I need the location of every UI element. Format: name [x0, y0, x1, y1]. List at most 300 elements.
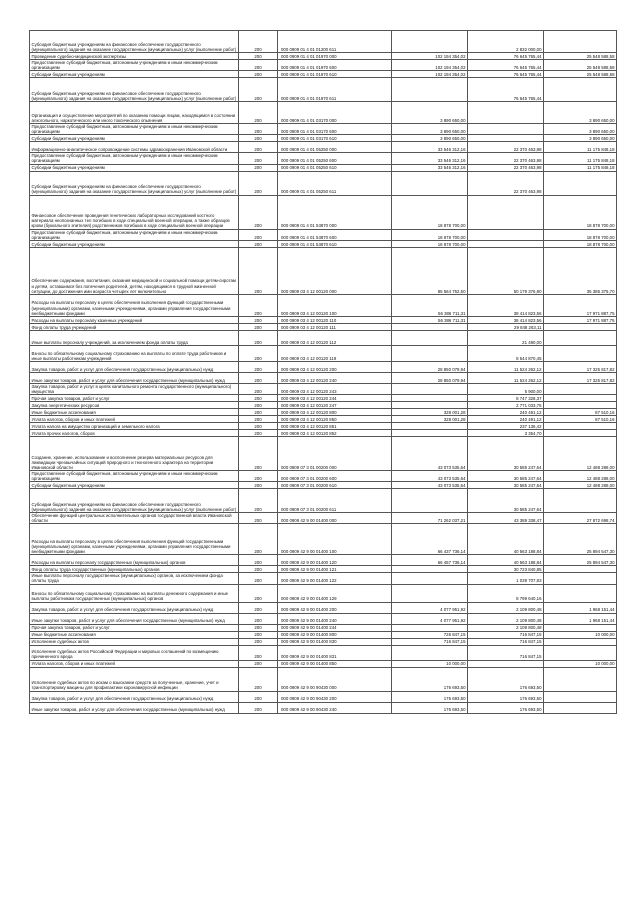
row-approved-amount: [392, 78, 468, 102]
row-code: 200: [239, 229, 278, 240]
row-approved-amount: 18 878 700,00: [392, 195, 468, 229]
row-name: Иные бюджетные ассигнования: [30, 631, 239, 638]
row-executed-amount: 11 524 262,12: [468, 361, 544, 372]
row-name: Прочая закупка товаров, работ и услуг: [30, 394, 239, 401]
row-approved-amount: 33 546 312,16: [392, 142, 468, 153]
row-executed-amount: 5 900,00: [468, 383, 544, 394]
row-approved-amount: 4 077 951,92: [392, 613, 468, 624]
row-unexecuted-amount: 25 894 547,30: [544, 524, 617, 555]
row-executed-amount: 716 847,15: [468, 645, 544, 660]
row-name: Взносы по обязательному социальному страхованию на выплаты по оплате труда работников и иные выплаты работникам учреждений: [30, 345, 239, 361]
row-kbk-code: 000 0909 01 4 01 05250 611: [278, 171, 392, 195]
row-kbk-code: 000 0909 03 4 12 00120 100: [278, 294, 392, 316]
row-executed-amount: 76 645 765,44: [468, 78, 544, 102]
row-approved-amount: 18 878 700,00: [392, 229, 468, 240]
row-code: 200: [239, 489, 278, 513]
table-row: [30, 555, 617, 566]
row-name: Иные выплаты персоналу учреждений, за исключением фонда оплаты труда: [30, 330, 239, 345]
row-approved-amount: 85 564 752,50: [392, 247, 468, 294]
table-row: [30, 645, 617, 660]
table-row: [30, 142, 617, 153]
row-kbk-code: 000 0909 42 9 00 01400 831: [278, 645, 392, 660]
row-executed-amount: 176 693,50: [468, 691, 544, 702]
table-row: [30, 135, 617, 142]
table-row: [30, 624, 617, 631]
table-row: [30, 383, 617, 394]
row-approved-amount: [392, 171, 468, 195]
row-kbk-code: 000 0909 42 9 00 01400 800: [278, 631, 392, 638]
row-unexecuted-amount: [544, 702, 617, 713]
row-executed-amount: 176 693,50: [468, 702, 544, 713]
row-code: 200: [239, 470, 278, 481]
row-unexecuted-amount: 12 488 288,00: [544, 436, 617, 470]
row-approved-amount: 43 073 535,64: [392, 482, 468, 489]
row-kbk-code: 000 0909 03 4 12 00120 243: [278, 383, 392, 394]
row-unexecuted-amount: [544, 624, 617, 631]
row-kbk-code: 000 0909 01 4 01 03170 600: [278, 124, 392, 135]
row-approved-amount: 66 437 736,14: [392, 524, 468, 555]
row-executed-amount: 43 389 338,47: [468, 513, 544, 524]
budget-execution-page: [29, 30, 616, 714]
row-executed-amount: 76 645 765,44: [468, 71, 544, 78]
row-unexecuted-amount: 87 510,16: [544, 408, 617, 415]
row-name: Прочая закупка товаров, работ и услуг: [30, 624, 239, 631]
row-unexecuted-amount: 25 548 588,58: [544, 60, 617, 71]
table-row: [30, 394, 617, 401]
row-name: Расходы на выплаты персоналу казенных учреждений: [30, 316, 239, 323]
row-kbk-code: 000 0909 42 9 00 90430 000: [278, 667, 392, 691]
row-code: 200: [239, 513, 278, 524]
row-code: 200: [239, 555, 278, 566]
row-code: 200: [239, 102, 278, 124]
row-approved-amount: 28 850 079,94: [392, 361, 468, 372]
row-unexecuted-amount: [544, 383, 617, 394]
row-name: Иные закупки товаров, работ и услуг для обеспечения государственных (муниципальных) нужд: [30, 372, 239, 383]
row-unexecuted-amount: [544, 401, 617, 408]
row-kbk-code: 000 0909 42 9 00 01400 100: [278, 524, 392, 555]
row-approved-amount: [392, 584, 468, 602]
row-executed-amount: 30 723 840,85: [468, 566, 544, 573]
row-unexecuted-amount: [544, 394, 617, 401]
row-unexecuted-amount: 18 878 700,00: [544, 195, 617, 229]
row-executed-amount: [468, 240, 544, 247]
row-executed-amount: 76 645 765,44: [468, 53, 544, 60]
row-approved-amount: 18 878 700,00: [392, 240, 468, 247]
table-row: [30, 195, 617, 229]
row-code: 200: [239, 164, 278, 171]
row-approved-amount: [392, 429, 468, 436]
table-row: [30, 361, 617, 372]
row-code: 200: [239, 31, 278, 53]
row-kbk-code: 000 0909 42 9 00 01400 850: [278, 660, 392, 667]
row-code: 200: [239, 624, 278, 631]
row-approved-amount: [392, 489, 468, 513]
row-approved-amount: 33 546 312,16: [392, 164, 468, 171]
table-row: [30, 613, 617, 624]
table-row: [30, 422, 617, 429]
row-kbk-code: 000 0909 03 4 12 00120 800: [278, 408, 392, 415]
row-name: Субсидии бюджетным учреждениям: [30, 135, 239, 142]
row-executed-amount: [468, 660, 544, 667]
row-kbk-code: 000 0909 01 4 01 01200 611: [278, 31, 392, 53]
table-row: [30, 323, 617, 330]
row-unexecuted-amount: [544, 171, 617, 195]
row-approved-amount: 33 546 312,16: [392, 153, 468, 164]
row-kbk-code: 000 0909 01 4 01 53870 600: [278, 229, 392, 240]
row-code: 200: [239, 323, 278, 330]
row-code: 200: [239, 153, 278, 164]
table-row: [30, 294, 617, 316]
row-name: Исполнение судебных актов Российской Федерации и мировых соглашений по возмещению причиненного вреда: [30, 645, 239, 660]
row-executed-amount: 30 585 247,64: [468, 489, 544, 513]
row-unexecuted-amount: 25 548 588,58: [544, 53, 617, 60]
row-executed-amount: 22 370 463,98: [468, 142, 544, 153]
row-unexecuted-amount: [544, 323, 617, 330]
row-code: 200: [239, 142, 278, 153]
row-executed-amount: 2 832 000,00: [468, 31, 544, 53]
row-name: Фонд оплаты труда учреждений: [30, 323, 239, 330]
row-executed-amount: 176 693,50: [468, 667, 544, 691]
row-approved-amount: 3 890 650,00: [392, 124, 468, 135]
table-row: [30, 401, 617, 408]
row-executed-amount: 22 370 463,98: [468, 153, 544, 164]
row-kbk-code: 000 0909 01 4 01 03170 000: [278, 102, 392, 124]
row-name: Предоставление субсидий бюджетным, автономным учреждениям и иным некоммерческим организациям: [30, 470, 239, 481]
row-approved-amount: [392, 31, 468, 53]
row-code: 200: [239, 78, 278, 102]
row-name: Предоставление субсидий бюджетным, автономным учреждениям и иным некоммерческим организациям: [30, 60, 239, 71]
row-approved-amount: 43 073 535,64: [392, 436, 468, 470]
row-name: Уплата налога на имущество организаций и земельного налога: [30, 422, 239, 429]
row-kbk-code: 000 0909 07 3 01 00200 000: [278, 436, 392, 470]
row-kbk-code: 000 0909 42 9 00 01400 830: [278, 638, 392, 645]
row-name: Субсидии бюджетным учреждениям на финансовое обеспечение государственного (муниципального) задания на оказание государственных (муниципальных) услуг (выполнение работ): [30, 171, 239, 195]
row-executed-amount: 2 771 033,75: [468, 401, 544, 408]
row-executed-amount: 21 490,00: [468, 330, 544, 345]
row-name: Предоставление субсидий бюджетным, автономным учреждениям и иным некоммерческим организациям: [30, 124, 239, 135]
row-approved-amount: [392, 422, 468, 429]
row-kbk-code: 000 0909 42 9 00 01400 129: [278, 584, 392, 602]
table-row: [30, 573, 617, 584]
row-executed-amount: [468, 195, 544, 229]
row-executed-amount: 76 645 765,44: [468, 60, 544, 71]
row-kbk-code: 000 0909 01 4 01 05250 000: [278, 142, 392, 153]
row-kbk-code: 000 0909 42 9 00 01400 200: [278, 602, 392, 613]
row-unexecuted-amount: 87 510,16: [544, 415, 617, 422]
row-approved-amount: 176 693,50: [392, 702, 468, 713]
row-kbk-code: 000 0909 01 4 01 01970 000: [278, 53, 392, 60]
row-code: 200: [239, 691, 278, 702]
row-name: Исполнение судебных актов: [30, 638, 239, 645]
row-name: Взносы по обязательному социальному страхованию на выплаты денежного содержания и иные выплаты работникам государственных (муниципальных) органов: [30, 584, 239, 602]
row-name: Финансовое обеспечение проведения генетических лабораторных исследований костного материала неопознанных тел погибших в ходе специальной военной операции, а также образцов крови (буккального эпителия) родственников погибших в ходе специальной военной операции: [30, 195, 239, 229]
row-name: Фонд оплаты труда государственных (муниципальных) органов: [30, 566, 239, 573]
row-executed-amount: 11 524 262,12: [468, 372, 544, 383]
row-kbk-code: 000 0909 03 4 12 00120 244: [278, 394, 392, 401]
row-code: 200: [239, 316, 278, 323]
row-executed-amount: 38 414 823,56: [468, 316, 544, 323]
row-code: 200: [239, 408, 278, 415]
row-name: Создание, хранение, использование и восполнение резерва материальных ресурсов для ликвидации чрезвычайных ситуаций природного и техногенного характера на территории Ивановской области: [30, 436, 239, 470]
row-unexecuted-amount: [544, 422, 617, 429]
row-executed-amount: [468, 102, 544, 124]
table-row: [30, 429, 617, 436]
row-code: 200: [239, 613, 278, 624]
row-code: 200: [239, 482, 278, 489]
row-code: 200: [239, 330, 278, 345]
row-executed-amount: 40 563 188,84: [468, 555, 544, 566]
row-unexecuted-amount: 12 488 288,00: [544, 482, 617, 489]
row-name: Закупка товаров, работ и услуг для обеспечения государственных (муниципальных) нужд: [30, 602, 239, 613]
row-executed-amount: [468, 135, 544, 142]
row-name: Уплата прочих налогов, сборов: [30, 429, 239, 436]
row-code: 200: [239, 422, 278, 429]
row-kbk-code: 000 0909 03 4 12 00120 110: [278, 316, 392, 323]
table-row: [30, 631, 617, 638]
row-kbk-code: 000 0909 01 4 01 03170 610: [278, 135, 392, 142]
row-kbk-code: 000 0909 03 4 12 00120 850: [278, 415, 392, 422]
row-name: Расходы на выплаты персоналу государственных (муниципальных) органов: [30, 555, 239, 566]
row-name: Закупка энергетических ресурсов: [30, 401, 239, 408]
row-code: 200: [239, 638, 278, 645]
row-executed-amount: 3 354,70: [468, 429, 544, 436]
row-name: Исполнение судебных актов по искам о взыскании средств за полученные, хранение, учет и транспортировку вакцины для профилактики коронавирусной инфекции: [30, 667, 239, 691]
row-kbk-code: 000 0909 42 9 00 01400 240: [278, 613, 392, 624]
row-code: 200: [239, 631, 278, 638]
row-unexecuted-amount: 17 971 887,75: [544, 316, 617, 323]
row-code: 200: [239, 372, 278, 383]
row-unexecuted-amount: 18 878 700,00: [544, 229, 617, 240]
row-unexecuted-amount: 3 890 650,00: [544, 135, 617, 142]
row-code: 200: [239, 573, 278, 584]
row-name: Обеспечение функций центральных исполнительных органов государственной власти Ивановской области: [30, 513, 239, 524]
row-unexecuted-amount: 11 175 848,18: [544, 142, 617, 153]
table-row: [30, 31, 617, 53]
row-kbk-code: 000 0909 01 4 01 05250 610: [278, 164, 392, 171]
row-unexecuted-amount: 3 890 650,00: [544, 124, 617, 135]
row-code: 200: [239, 383, 278, 394]
row-approved-amount: [392, 573, 468, 584]
row-kbk-code: 000 0909 03 4 12 00120 111: [278, 323, 392, 330]
row-approved-amount: [392, 566, 468, 573]
table-row: [30, 602, 617, 613]
row-executed-amount: 2 109 800,48: [468, 613, 544, 624]
row-executed-amount: 8 799 640,16: [468, 584, 544, 602]
row-approved-amount: 176 693,50: [392, 691, 468, 702]
table-row: [30, 71, 617, 78]
table-row: [30, 60, 617, 71]
row-code: 200: [239, 566, 278, 573]
row-kbk-code: 000 0909 01 4 01 53870 610: [278, 240, 392, 247]
row-kbk-code: 000 0909 42 9 00 01400 121: [278, 566, 392, 573]
row-executed-amount: 237 136,42: [468, 422, 544, 429]
row-kbk-code: 000 0909 07 3 01 00200 600: [278, 470, 392, 481]
row-name: Проведение судебно-медицинской экспертизы: [30, 53, 239, 60]
row-executed-amount: 40 563 188,84: [468, 524, 544, 555]
row-unexecuted-amount: 10 000,00: [544, 631, 617, 638]
row-name: Уплата налогов, сборов и иных платежей: [30, 660, 239, 667]
row-name: Организация и осуществление мероприятий по оказанию помощи лицам, находящимся в состоянии алкогольного, наркотического или иного токсического опьянения: [30, 102, 239, 124]
row-approved-amount: [392, 330, 468, 345]
row-code: 200: [239, 294, 278, 316]
row-name: Закупка товаров, работ и услуг для обеспечения государственных (муниципальных) нужд: [30, 691, 239, 702]
row-unexecuted-amount: [544, 691, 617, 702]
row-approved-amount: 102 194 354,02: [392, 60, 468, 71]
row-name: Субсидия бюджетным учреждениям на финансовое обеспечение государственного (муниципального) задания на оказание государственных (муниципальных) услуг (выполнение работ): [30, 31, 239, 53]
row-approved-amount: 726 847,15: [392, 631, 468, 638]
row-name: Закупка товаров, работ и услуг для обеспечения государственных (муниципальных) нужд: [30, 361, 239, 372]
row-unexecuted-amount: [544, 645, 617, 660]
row-name: Предоставление субсидий бюджетным, автономным учреждениям и иным некоммерческим организациям: [30, 229, 239, 240]
row-executed-amount: 22 370 463,98: [468, 164, 544, 171]
row-code: 200: [239, 53, 278, 60]
row-code: 200: [239, 71, 278, 78]
row-kbk-code: 000 0909 42 9 00 01400 244: [278, 624, 392, 631]
row-approved-amount: 328 001,28: [392, 415, 468, 422]
table-row: [30, 667, 617, 691]
row-kbk-code: 000 0909 42 9 00 01400 120: [278, 555, 392, 566]
budget-expenses-table: [29, 30, 617, 714]
table-row: [30, 171, 617, 195]
row-executed-amount: 2 109 800,48: [468, 624, 544, 631]
table-row: [30, 470, 617, 481]
row-executed-amount: [468, 124, 544, 135]
row-code: 200: [239, 415, 278, 422]
row-unexecuted-amount: 27 872 698,74: [544, 513, 617, 524]
row-unexecuted-amount: [544, 429, 617, 436]
row-code: 200: [239, 124, 278, 135]
row-kbk-code: 000 0909 01 4 01 53870 000: [278, 195, 392, 229]
row-kbk-code: 000 0909 01 4 01 01970 610: [278, 71, 392, 78]
row-code: 200: [239, 195, 278, 229]
row-unexecuted-amount: [544, 667, 617, 691]
row-code: 200: [239, 345, 278, 361]
row-unexecuted-amount: 25 894 547,30: [544, 555, 617, 566]
table-row: [30, 330, 617, 345]
table-row: [30, 524, 617, 555]
row-approved-amount: [392, 401, 468, 408]
row-approved-amount: [392, 394, 468, 401]
table-row: [30, 372, 617, 383]
row-name: Субсидии бюджетным учреждениям: [30, 71, 239, 78]
row-approved-amount: 102 194 354,02: [392, 71, 468, 78]
row-code: 200: [239, 240, 278, 247]
row-unexecuted-amount: [544, 330, 617, 345]
row-approved-amount: 3 890 650,00: [392, 135, 468, 142]
row-unexecuted-amount: 18 878 700,00: [544, 240, 617, 247]
row-kbk-code: 000 0909 03 4 12 00120 000: [278, 247, 392, 294]
row-name: Информационно-аналитическое сопровождение системы здравоохранения Ивановской области: [30, 142, 239, 153]
row-approved-amount: 176 693,50: [392, 667, 468, 691]
table-row: [30, 164, 617, 171]
row-unexecuted-amount: 25 548 588,58: [544, 71, 617, 78]
row-kbk-code: 000 0909 07 3 01 00200 610: [278, 482, 392, 489]
row-name: Субсидии бюджетным учреждениям на финансовое обеспечение государственного (муниципального) задания на оказание государственных (муниципальных) услуг (выполнение работ): [30, 489, 239, 513]
row-code: 200: [239, 60, 278, 71]
row-name: Иные бюджетные ассигнования: [30, 408, 239, 415]
row-unexecuted-amount: 10 000,00: [544, 660, 617, 667]
table-row: [30, 482, 617, 489]
row-code: 200: [239, 667, 278, 691]
row-name: Субсидии бюджетным учреждениям: [30, 240, 239, 247]
row-unexecuted-amount: 12 488 288,00: [544, 470, 617, 481]
table-row: [30, 345, 617, 361]
row-kbk-code: 000 0909 03 4 12 00120 247: [278, 401, 392, 408]
row-unexecuted-amount: [544, 573, 617, 584]
table-row: [30, 702, 617, 713]
row-unexecuted-amount: 11 175 848,18: [544, 153, 617, 164]
row-unexecuted-amount: 3 890 650,00: [544, 102, 617, 124]
row-unexecuted-amount: [544, 345, 617, 361]
row-executed-amount: 38 414 823,56: [468, 294, 544, 316]
row-executed-amount: 240 491,12: [468, 415, 544, 422]
table-row: [30, 638, 617, 645]
row-approved-amount: [392, 383, 468, 394]
row-approved-amount: [392, 624, 468, 631]
table-row: [30, 436, 617, 470]
row-unexecuted-amount: 17 325 817,82: [544, 372, 617, 383]
row-approved-amount: 102 194 354,02: [392, 53, 468, 60]
table-row: [30, 660, 617, 667]
row-code: 200: [239, 660, 278, 667]
row-approved-amount: 10 000,00: [392, 660, 468, 667]
row-name: Расходы на выплаты персоналу в целях обеспечения выполнения функций государственными (муниципальными) органами, казенными учреждениями, органами управления государственными внебюджетными фондами: [30, 294, 239, 316]
row-code: 200: [239, 247, 278, 294]
table-row: [30, 78, 617, 102]
row-unexecuted-amount: 17 325 817,82: [544, 361, 617, 372]
row-approved-amount: 4 077 951,92: [392, 602, 468, 613]
table-row: [30, 316, 617, 323]
row-name: Субсидии бюджетным учреждениям: [30, 164, 239, 171]
row-approved-amount: 716 847,15: [392, 638, 468, 645]
row-unexecuted-amount: [544, 31, 617, 53]
row-unexecuted-amount: [544, 638, 617, 645]
row-kbk-code: 000 0909 03 4 12 00120 112: [278, 330, 392, 345]
row-name: Иные выплаты персоналу государственных (муниципальных) органов, за исключением фонда оплаты труда: [30, 573, 239, 584]
row-name: Закупка товаров, работ и услуг в целях капитального ремонта государственного (муниципального) имущества: [30, 383, 239, 394]
row-code: 200: [239, 401, 278, 408]
row-kbk-code: 000 0909 42 9 00 90430 240: [278, 702, 392, 713]
row-name: Предоставление субсидий бюджетным, автономным учреждениям и иным некоммерческим организациям: [30, 153, 239, 164]
row-executed-amount: 30 585 247,64: [468, 470, 544, 481]
row-unexecuted-amount: [544, 584, 617, 602]
row-unexecuted-amount: 17 971 887,75: [544, 294, 617, 316]
row-code: 200: [239, 584, 278, 602]
row-code: 200: [239, 135, 278, 142]
table-row: [30, 102, 617, 124]
row-executed-amount: 30 585 247,64: [468, 482, 544, 489]
row-code: 200: [239, 602, 278, 613]
table-row: [30, 53, 617, 60]
table-row: [30, 229, 617, 240]
row-name: Субсидии бюджетным учреждениям на финансовое обеспечение государственного (муниципального) задания на оказание государственных (муниципальных) услуг (выполнение работ): [30, 78, 239, 102]
row-approved-amount: [392, 323, 468, 330]
row-approved-amount: 56 386 711,31: [392, 294, 468, 316]
row-kbk-code: 000 0909 03 4 12 00120 851: [278, 422, 392, 429]
row-unexecuted-amount: [544, 78, 617, 102]
table-row: [30, 408, 617, 415]
row-kbk-code: 000 0909 03 4 12 00120 852: [278, 429, 392, 436]
row-code: 200: [239, 645, 278, 660]
table-row: [30, 415, 617, 422]
row-approved-amount: 56 386 711,31: [392, 316, 468, 323]
row-kbk-code: 000 0909 42 9 00 01400 122: [278, 573, 392, 584]
row-executed-amount: 240 491,12: [468, 408, 544, 415]
table-row: [30, 240, 617, 247]
row-approved-amount: [392, 345, 468, 361]
table-row: [30, 124, 617, 135]
row-code: 200: [239, 524, 278, 555]
